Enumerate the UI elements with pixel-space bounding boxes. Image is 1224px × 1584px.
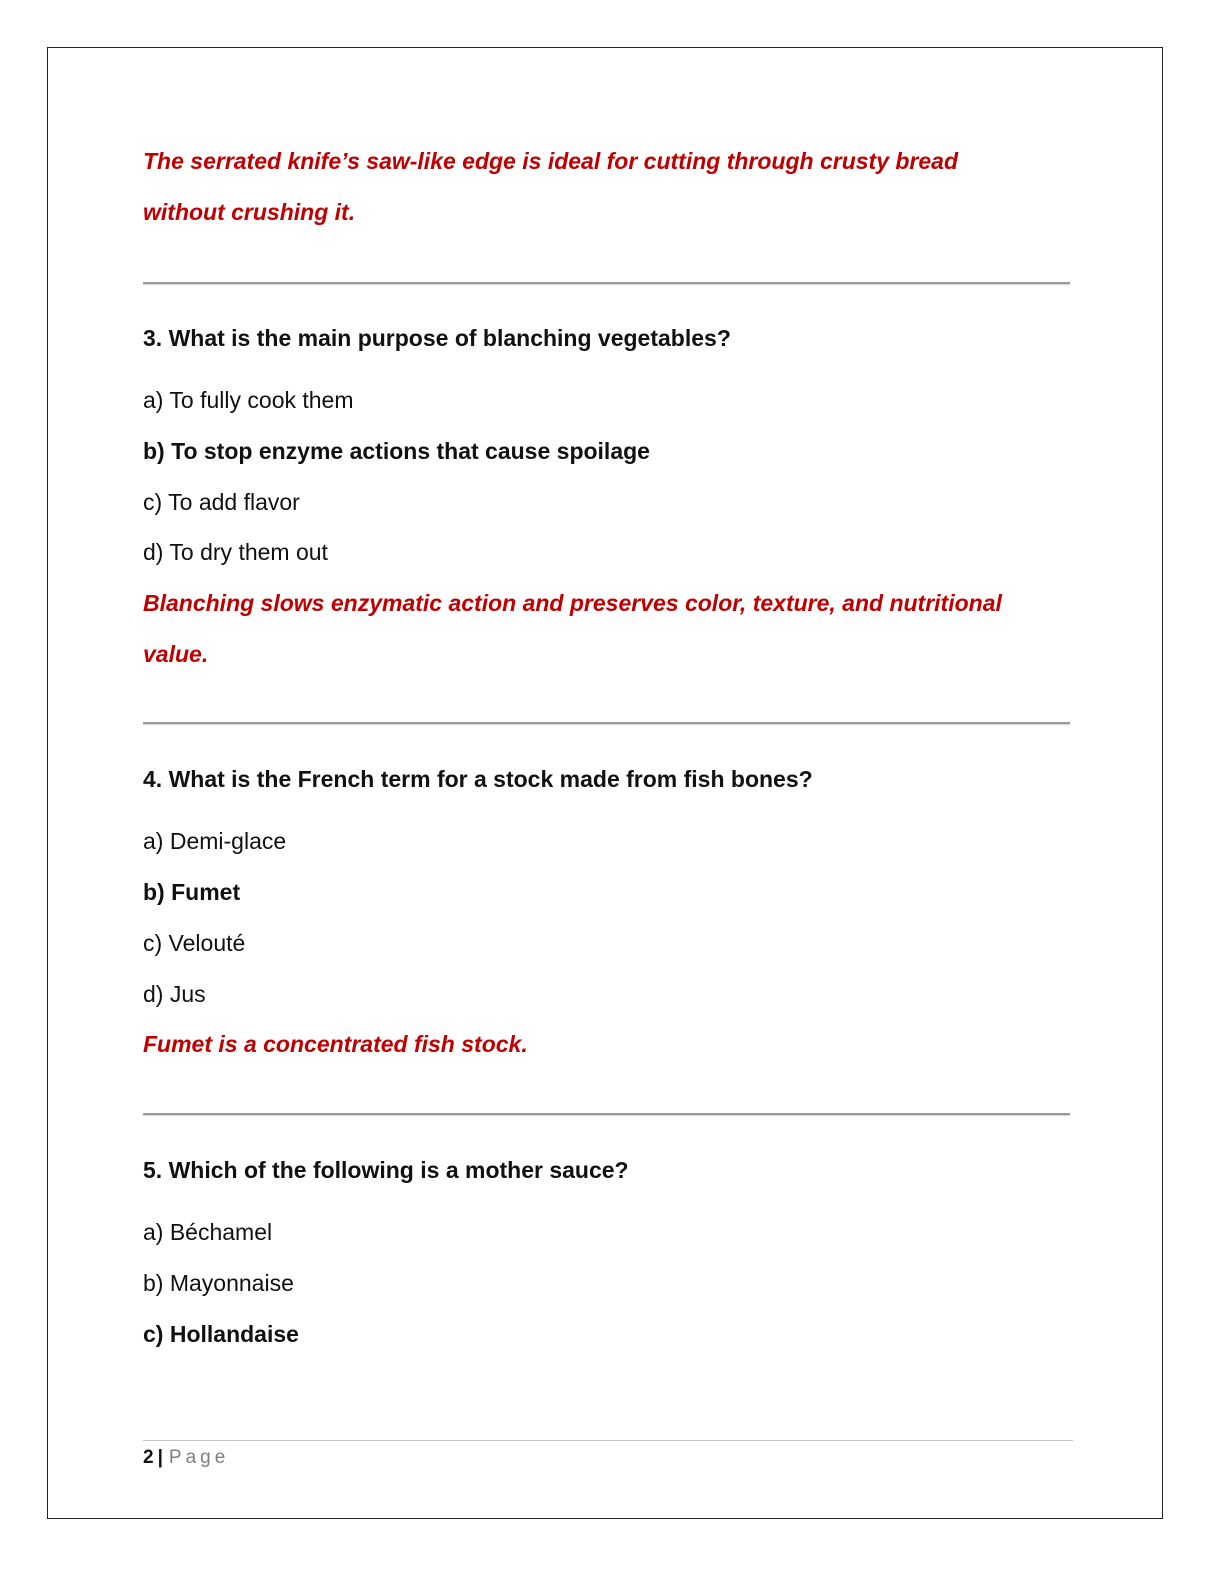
- question-5-title: 5. Which of the following is a mother sauce?: [143, 1157, 629, 1183]
- question-4-title: 4. What is the French term for a stock made from fish bones?: [143, 766, 813, 792]
- question-4-option-a: a) Demi-glace: [143, 828, 287, 854]
- section-divider: [143, 722, 1070, 724]
- page-footer: [143, 1446, 229, 1470]
- question-3-title: 3. What is the main purpose of blanching vegetables?: [143, 325, 731, 351]
- question-5-option-c-correct: c) Hollandaise: [143, 1321, 299, 1347]
- question-4-option-b-correct: b) Fumet: [143, 879, 241, 905]
- explanation-q2-line2: without crushing it.: [143, 199, 356, 225]
- page-number: 2: [143, 1447, 154, 1468]
- explanation-q2-line1: The serrated knife’s saw-like edge is ideal for cutting through crusty bread: [143, 148, 959, 174]
- question-4-option-d: d) Jus: [143, 981, 206, 1007]
- question-3-explanation-line2: value.: [143, 641, 209, 667]
- question-3-explanation-line1: Blanching slows enzymatic action and preserves color, texture, and nutritional: [143, 590, 1002, 616]
- section-divider: [143, 1113, 1070, 1115]
- footer-rule: [143, 1440, 1073, 1441]
- question-5-option-a: a) Béchamel: [143, 1219, 273, 1245]
- footer-separator: |: [157, 1447, 163, 1468]
- question-3-option-c: c) To add flavor: [143, 489, 300, 515]
- question-3-option-b-correct: b) To stop enzyme actions that cause spoilage: [143, 438, 650, 464]
- question-3-option-d: d) To dry them out: [143, 539, 328, 565]
- question-5-option-b: b) Mayonnaise: [143, 1270, 294, 1296]
- question-4-option-c: c) Velouté: [143, 930, 246, 956]
- page-label: Page: [168, 1447, 230, 1468]
- question-4-explanation: Fumet is a concentrated fish stock.: [143, 1031, 528, 1057]
- section-divider: [143, 282, 1070, 284]
- question-3-option-a: a) To fully cook them: [143, 387, 354, 413]
